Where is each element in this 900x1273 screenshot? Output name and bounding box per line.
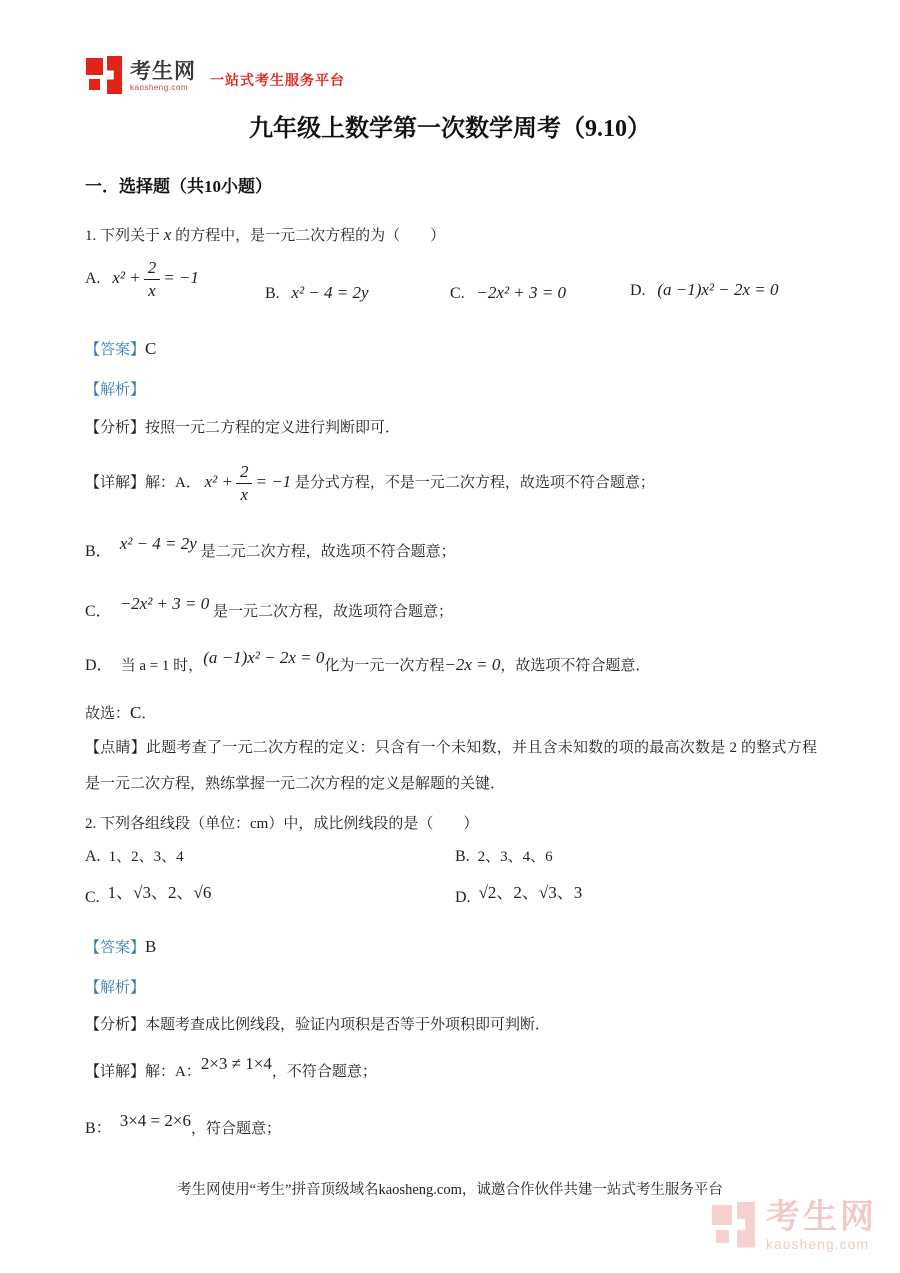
- fraction: [144, 258, 161, 300]
- q1-answer-line: [85, 338, 156, 359]
- q1-option-d: [630, 280, 779, 300]
- q1-detail-d: [85, 648, 651, 675]
- q2-detail-a-formula: 2×3 ≠ 1×4: [200, 1054, 272, 1073]
- fraction-numerator: 2: [144, 258, 161, 280]
- question-2-stem: 2. 下列各组线段（单位：cm）中，成比例线段的是（ ）: [85, 816, 479, 832]
- watermark-domain: kaosheng.com: [766, 1236, 870, 1252]
- q1-detail-c-label: C．: [85, 603, 112, 620]
- q1-detail-c-formula: −2x² + 3 = 0: [119, 594, 210, 613]
- q1-option-d-formula: (a −1)x² − 2x = 0: [657, 280, 779, 299]
- q2-option-a-value: 1、2、3、4: [108, 849, 184, 865]
- watermark-site-name: 考生网: [766, 1198, 877, 1236]
- q2-detail-a-post: ，不符合题意；: [271, 1064, 377, 1080]
- q2-option-d-value: √2、2、√3、3: [478, 883, 583, 902]
- q1-detail-a-formula-pre: x² +: [204, 471, 233, 491]
- q1-option-b-formula: x² − 4 = 2y: [291, 283, 369, 302]
- jiexi-tag: 【解析】: [85, 382, 146, 398]
- q1-conclusion: [85, 702, 156, 723]
- question-1-stem: [85, 224, 445, 245]
- q2-option-b: [455, 845, 553, 866]
- q1-stem-pre: 1. 下列关于: [85, 228, 161, 244]
- q1-option-a-formula: [112, 258, 199, 300]
- q2-option-c: [85, 882, 211, 907]
- fraction-denominator: x: [148, 280, 156, 300]
- q1-fenxi-line: 【分析】按照一元二方程的定义进行判断即可．: [85, 420, 401, 436]
- logo-site-name: 考生网: [130, 59, 196, 83]
- q1-detail-d-formula2: −2x = 0: [444, 655, 501, 674]
- q1-option-c: [450, 283, 566, 303]
- q1-detail-d-formula: (a −1)x² − 2x = 0: [203, 648, 325, 667]
- q2-detail-a: [85, 1054, 377, 1081]
- kaosheng-logo-icon: [86, 56, 124, 96]
- q1-answer-value: C: [145, 339, 157, 358]
- q1-option-d-label: D.: [630, 282, 646, 299]
- q1-detail-b-label: B．: [85, 543, 112, 560]
- q2-detail-a-pre: 【详解】解：A：: [85, 1064, 201, 1080]
- logo-tagline: 一站式考生服务平台: [210, 72, 345, 88]
- q1-detail-c: [85, 594, 454, 621]
- jiexi-tag: 【解析】: [85, 980, 146, 996]
- q2-option-c-value: 1、√3、2、√6: [107, 883, 212, 902]
- fraction-denominator: x: [240, 484, 248, 504]
- q1-option-a-label: A.: [85, 269, 101, 287]
- q2-detail-b: [85, 1111, 281, 1138]
- q1-option-b-label: B.: [265, 285, 280, 302]
- q2-detail-b-formula: 3×4 = 2×6: [119, 1111, 191, 1130]
- section-heading: 一．选择题（共10小题）: [85, 177, 272, 196]
- q1-option-c-label: C.: [450, 285, 465, 302]
- page-title: 九年级上数学第一次数学周考（9.10）: [249, 116, 651, 142]
- q1-option-a: [85, 258, 199, 300]
- q1-detail-d-pre: 当 a = 1 时，: [120, 658, 204, 674]
- footer-slogan: 考生网使用“考生”拼音顶级域名kaosheng.com，诚邀合作伙伴共建一站式考生服务平台: [177, 1182, 723, 1198]
- q1-option-c-formula: −2x² + 3 = 0: [476, 283, 566, 302]
- q1-detail-d-label: D．: [85, 657, 113, 674]
- q1-detail-b-formula: x² − 4 = 2y: [119, 534, 197, 553]
- q1-stem-variable: x: [163, 225, 172, 244]
- q1-detail-a-pre: 【详解】解：A．: [85, 474, 201, 491]
- q2-option-a-label: A.: [85, 848, 101, 865]
- q1-option-a-formula-pre: x² +: [112, 267, 141, 287]
- fraction: [236, 462, 253, 504]
- q2-fenxi-line: 【分析】本题考查成比例线段，验证内项积是否等于外项积即可判断．: [85, 1017, 551, 1033]
- logo-domain-text: kaosheng.com: [130, 82, 189, 92]
- q2-detail-b-label: B：: [85, 1120, 112, 1137]
- q2-option-c-label: C.: [85, 889, 100, 906]
- kaosheng-logo: [86, 56, 345, 96]
- q1-conclusion-post: ．: [141, 706, 157, 722]
- q2-option-d-label: D.: [455, 889, 471, 906]
- q2-option-a: [85, 845, 184, 866]
- q1-detail-a-formula-post: = −1: [255, 471, 292, 491]
- answer-tag: 【答案】: [85, 940, 146, 956]
- q1-jiexi-line: [85, 378, 145, 399]
- q1-tip: 【点睛】此题考查了一元二次方程的定义：只含有一个未知数，并且含未知数的项的最高次数是 2 的整式方程是一元二次方程，熟练掌握一元二次方程的定义是解题的关键．: [85, 740, 817, 792]
- q1-detail-c-post: 是一元二次方程，故选项符合题意；: [213, 604, 454, 620]
- q1-conclusion-answer: C: [130, 703, 142, 722]
- kaosheng-watermark-icon: [712, 1202, 758, 1250]
- q2-jiexi-line: [85, 976, 145, 997]
- q1-detail-a: [85, 462, 655, 504]
- q2-answer-line: [85, 936, 156, 957]
- q1-conclusion-pre: 故选：: [85, 706, 131, 722]
- kaosheng-watermark: [712, 1200, 877, 1251]
- q1-detail-d-post: ，故选项不符合题意．: [500, 658, 651, 674]
- q1-option-b: [265, 283, 369, 303]
- q1-stem-post: 的方程中，是一元二次方程的为（ ）: [175, 228, 446, 244]
- q1-detail-b-post: 是二元二次方程，故选项不符合题意；: [200, 544, 456, 560]
- fraction-numerator: 2: [236, 462, 253, 484]
- q2-detail-b-post: ，符合题意；: [190, 1121, 281, 1137]
- q2-answer-value: B: [145, 937, 157, 956]
- q2-option-b-label: B.: [455, 848, 470, 865]
- q1-detail-b: [85, 534, 456, 561]
- answer-tag: 【答案】: [85, 342, 146, 358]
- q2-option-b-value: 2、3、4、6: [477, 849, 553, 865]
- q1-detail-a-formula: [204, 462, 292, 504]
- q1-detail-d-mid: 化为一元一次方程: [324, 658, 445, 674]
- q1-detail-a-post: 是分式方程，不是一元二次方程，故选项不符合题意；: [294, 474, 655, 491]
- q2-option-d: [455, 882, 582, 907]
- q1-option-a-formula-post: = −1: [163, 267, 199, 287]
